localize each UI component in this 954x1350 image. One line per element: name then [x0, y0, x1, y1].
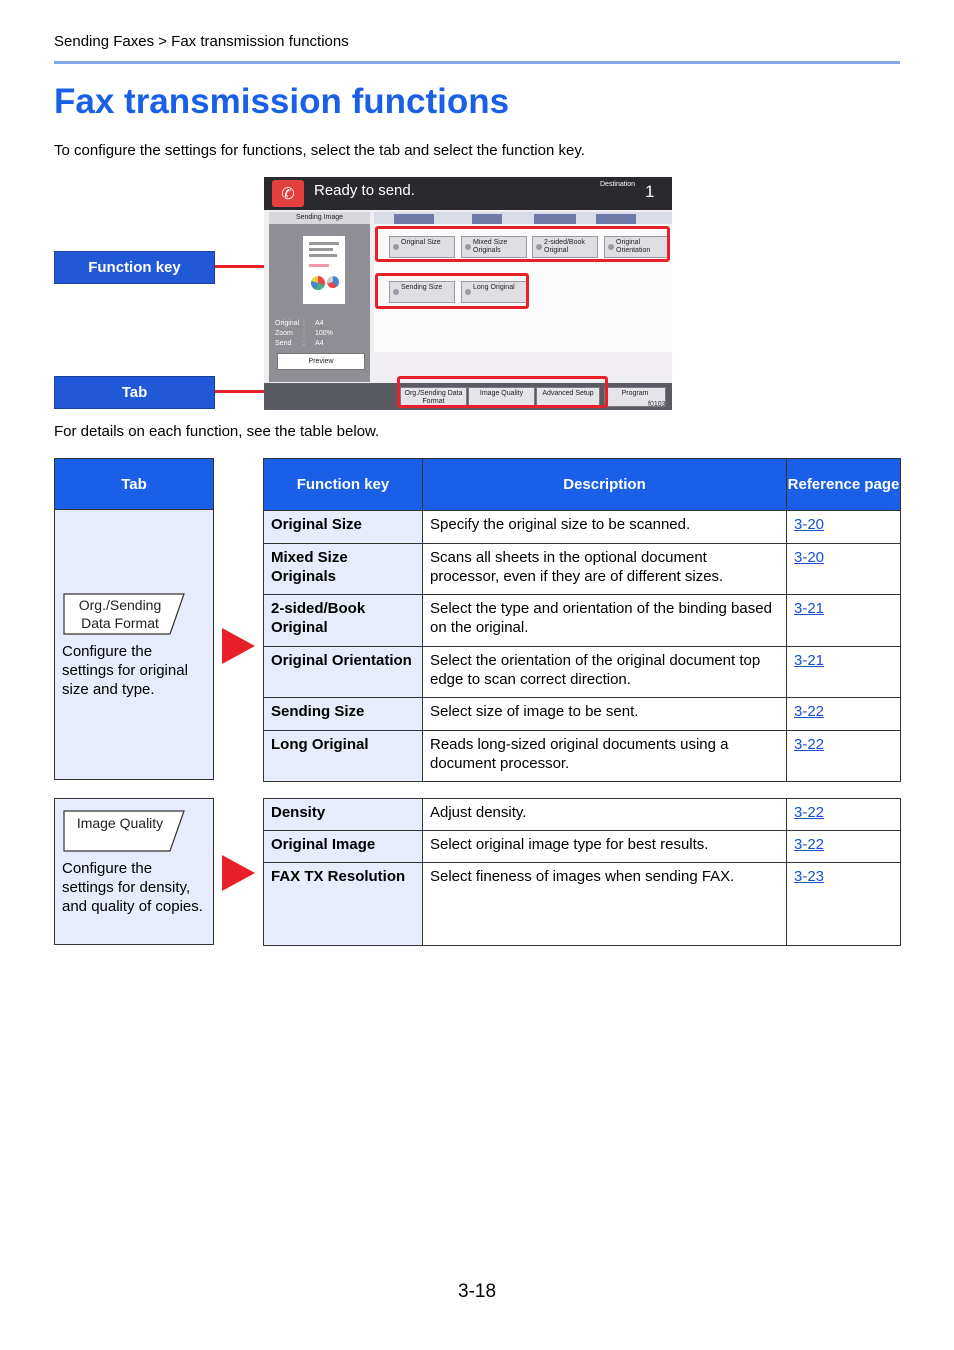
document-thumbnail	[303, 236, 345, 304]
function-key-name: Original Image	[264, 831, 423, 863]
status-bar	[264, 177, 672, 210]
function-description: Select fineness of images when sending FAX.	[423, 863, 787, 946]
function-key-original-orientation[interactable]: Original Orientation	[604, 236, 670, 258]
reference-link[interactable]: 3-22	[787, 799, 901, 831]
header-divider	[54, 61, 900, 64]
function-key-name: 2-sided/Book Original	[264, 595, 423, 647]
arrow-right-icon	[222, 855, 255, 891]
tab-highlight	[397, 376, 608, 408]
function-key-highlight-row2	[375, 273, 529, 309]
table-row	[264, 863, 901, 946]
destination-label: Destination	[600, 181, 636, 188]
function-description: Adjust density.	[423, 799, 787, 831]
image-id: f0103	[648, 401, 666, 408]
info-zoom: Zoom : 100%	[275, 330, 333, 337]
table-row	[264, 799, 901, 831]
function-key-name: Density	[264, 799, 423, 831]
destination-count: 1	[645, 182, 655, 201]
preview-button[interactable]: Preview	[277, 353, 365, 370]
function-description: Select the orientation of the original document top edge to scan correct direction.	[423, 647, 787, 698]
table-row	[264, 511, 901, 544]
intro-text: To configure the settings for functions, select the tab and select the function key.	[54, 142, 585, 159]
status-message: Ready to send.	[314, 182, 415, 199]
function-description: Select original image type for best results.	[423, 831, 787, 863]
table-row	[264, 698, 901, 731]
tab-description-image-quality: Configure the settings for density, and quality of copies.	[62, 860, 203, 915]
function-key-name: Long Original	[264, 731, 423, 782]
function-key-callout: Function key	[54, 251, 215, 284]
tab-callout: Tab	[54, 376, 215, 409]
function-key-highlight-row1	[375, 226, 670, 262]
fax-icon: ✆	[272, 180, 304, 207]
function-description: Select the type and orientation of the binding based on the original.	[423, 595, 787, 647]
function-key-2-sided-book-original[interactable]: 2-sided/Book Original	[532, 236, 598, 258]
tab-cell-org-sending	[54, 509, 214, 780]
table-row	[264, 731, 901, 782]
table-row	[264, 831, 901, 863]
reference-link[interactable]: 3-20	[787, 544, 901, 595]
tab-org-sending-data-format[interactable]: Org./Sending Data Format	[400, 387, 467, 407]
reference-link[interactable]: 3-20	[787, 511, 901, 544]
reference-page-header: Reference page	[787, 459, 901, 511]
tab-image-quality[interactable]: Image Quality	[468, 387, 535, 407]
function-key-name: Original Orientation	[264, 647, 423, 698]
table-row	[264, 647, 901, 698]
function-description: Select size of image to be sent.	[423, 698, 787, 731]
reference-link[interactable]: 3-23	[787, 863, 901, 946]
reference-link[interactable]: 3-22	[787, 731, 901, 782]
info-original: Original : A4	[275, 320, 324, 327]
table-row	[264, 544, 901, 595]
info-send: Send : A4	[275, 340, 324, 347]
pie-chart-icon	[327, 276, 339, 288]
reference-link[interactable]: 3-22	[787, 831, 901, 863]
details-text: For details on each function, see the table below.	[54, 423, 380, 440]
sending-image-title: Sending Image	[269, 212, 370, 224]
function-key-sending-size[interactable]: Sending Size	[389, 281, 455, 303]
tab-cell-image-quality	[54, 798, 214, 945]
function-description: Reads long-sized original documents using a document processor.	[423, 731, 787, 782]
reference-link[interactable]: 3-22	[787, 698, 901, 731]
pie-chart-icon	[311, 276, 325, 290]
description-header: Description	[423, 459, 787, 511]
function-description: Scans all sheets in the optional document processor, even if they are of different sizes.	[423, 544, 787, 595]
tab-label-org-sending: Org./Sending Data Format	[78, 597, 162, 631]
tab-advanced-setup[interactable]: Advanced Setup	[536, 387, 600, 407]
function-key-name: FAX TX Resolution	[264, 863, 423, 946]
arrow-right-icon	[222, 628, 255, 664]
page-title: Fax transmission functions	[54, 82, 510, 121]
tab-description-org-sending: Configure the settings for original size and type.	[62, 643, 188, 698]
tab-program[interactable]: Program	[604, 387, 666, 407]
page-number: 3-18	[457, 1281, 497, 1302]
function-key-name: Mixed Size Originals	[264, 544, 423, 595]
function-key-long-original[interactable]: Long Original	[461, 281, 527, 303]
breadcrumb: Sending Faxes > Fax transmission functions	[54, 33, 349, 50]
table-row	[264, 595, 901, 647]
tab-column-header: Tab	[54, 458, 214, 510]
reference-link[interactable]: 3-21	[787, 647, 901, 698]
function-key-table-image-quality	[263, 798, 901, 946]
function-key-original-size[interactable]: Original Size	[389, 236, 455, 258]
sending-image-panel	[269, 212, 370, 382]
tab-label-image-quality: Image Quality	[76, 815, 164, 831]
function-key-header: Function key	[264, 459, 423, 511]
function-description: Specify the original size to be scanned.	[423, 511, 787, 544]
function-key-mixed-size-originals[interactable]: Mixed Size Originals	[461, 236, 527, 258]
function-key-name: Sending Size	[264, 698, 423, 731]
function-key-table-org-sending	[263, 458, 901, 782]
reference-link[interactable]: 3-21	[787, 595, 901, 647]
function-key-name: Original Size	[264, 511, 423, 544]
